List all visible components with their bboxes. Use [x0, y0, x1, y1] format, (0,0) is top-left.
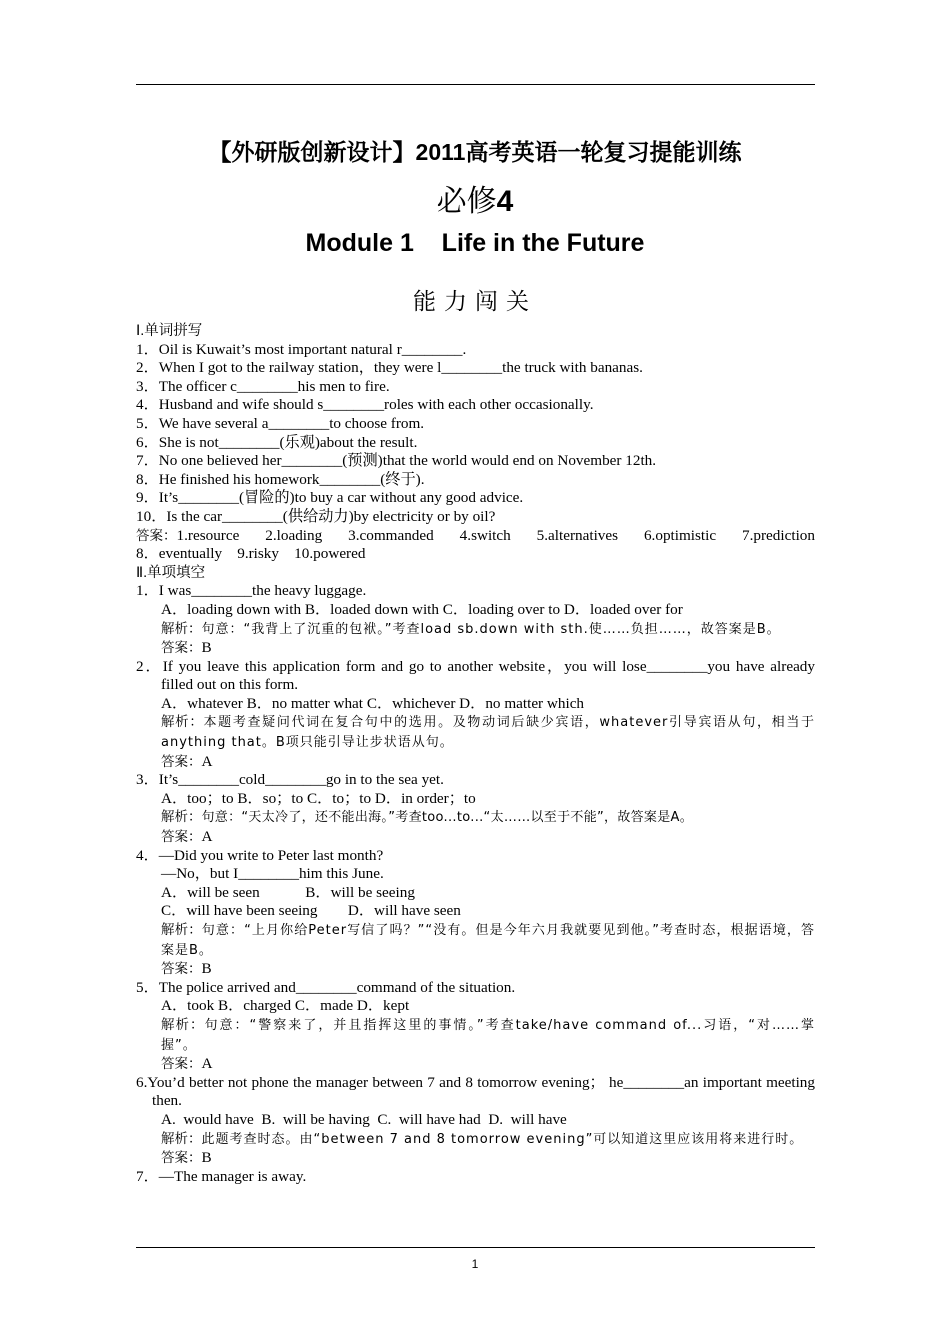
question-stem: 1．I was________the heavy luggage.: [136, 582, 367, 600]
question-answer: 答案：B: [161, 639, 212, 657]
list-item: 9．It’s________(冒险的)to buy a car without any good advice.: [136, 489, 524, 507]
answer-value: 1.resource: [176, 526, 240, 544]
list-item: 1．Oil is Kuwait’s most important natural r________.: [136, 340, 467, 358]
page-number: 1: [471, 1257, 479, 1271]
list-item: 7．No one believed her________(预测)that the world would end on November 12th.: [136, 452, 657, 470]
question-stem: 7．—The manager is away.: [136, 1167, 307, 1185]
question-options: A．will be seen B．will be seeing: [161, 883, 415, 901]
part2-heading: Ⅱ.单项填空: [136, 564, 206, 581]
question-answer: 答案：A: [161, 752, 213, 770]
footer-rule: [136, 1247, 815, 1248]
list-item: 3．The officer c________his men to fire.: [136, 377, 390, 395]
section-heading: 能力闯关: [413, 289, 537, 315]
document-title: 【外研版创新设计】2011高考英语一轮复习提能训练: [208, 139, 742, 165]
question-options: A. would have B. will be having C. will have had D. will have: [161, 1110, 567, 1128]
question-answer: 答案：A: [161, 828, 213, 846]
document-body: [136, 322, 815, 1186]
question-options: A．whatever B．no matter what C．whichever D．no matter which: [161, 694, 585, 712]
answer-label: 答案：: [136, 527, 177, 544]
part1-answers-line1: [136, 527, 815, 546]
answer-value: 6.optimistic: [643, 526, 717, 544]
question-analysis: 解析：此题考查时态。由“between 7 and 8 tomorrow evening”可以知道这里应该用将来进行时。: [161, 1130, 804, 1147]
answer-value: 2.loading: [265, 526, 323, 544]
question-stem: 5．The police arrived and________command of the situation.: [136, 978, 516, 996]
answer-value: 5.alternatives: [536, 526, 619, 544]
question-analysis: 解析：句意：“天太冷了，还不能出海。”考查too...to...“太……以至于不能”，故答案是A。: [161, 809, 694, 826]
analysis-label: 解析：: [161, 620, 202, 637]
answer-value: 4.switch: [459, 526, 511, 544]
list-item: 6．She is not________(乐观)about the result.: [136, 433, 418, 451]
module-title: Module 1 Life in the Future: [305, 229, 645, 257]
answer-value: 3.commanded: [348, 526, 434, 544]
question-analysis: 解析：句意：“上月你给Peter写信了吗？”“没有。但是今年六月我就要见到他。”考查时态，根据语境，答案是B。: [161, 922, 816, 958]
question-answer: 答案：B: [161, 960, 212, 978]
list-item: 5．We have several a________to choose from.: [136, 414, 425, 432]
question-options: C．will have been seeing D．will have seen: [161, 902, 461, 920]
question-options: A．too；to B．so；to C．to；to D．in order；to: [161, 789, 476, 807]
question-stem-reply: —No，but I________him this June.: [161, 865, 384, 883]
question-options: A．loading down with B．loaded down with C．loading over to D．loaded over for: [161, 600, 683, 618]
question-answer: 答案：B: [161, 1149, 212, 1167]
question-analysis: 解析：本题考查疑问代词在复合句中的选用。及物动词后缺少宾语，whatever引导宾语从句，相当于anything that。B项只能引导让步状语从句。: [161, 714, 815, 751]
question-analysis: 解析：句意：“警察来了，并且指挥这里的事情。”考查take/have command of...习语，“对……掌握”。: [161, 1016, 815, 1053]
list-item: 8．He finished his homework________(终于).: [136, 470, 425, 488]
question-answer: 答案：A: [161, 1055, 213, 1073]
part1-answers-line2: 8．eventually 9.risky 10.powered: [136, 545, 366, 563]
list-item: 10．Is the car________(供给动力)by electricity or by oil?: [136, 507, 496, 525]
book-prefix: 必修: [436, 184, 497, 219]
question-analysis: 解析：句意：“我背上了沉重的包袱。”考查load sb.down with sth.使……负担……，故答案是B。: [161, 620, 781, 637]
question-stem: 4．—Did you write to Peter last month?: [136, 846, 384, 864]
question-stem: 2．If you leave this application form and go to another website，you will lose________you have already filled out on this form.: [136, 657, 815, 694]
book-title: [0, 176, 950, 220]
part1-heading: Ⅰ.单词拼写: [136, 323, 203, 339]
question-options: A．took B．charged C．made D．kept: [161, 997, 410, 1015]
header-rule: [136, 84, 815, 85]
question-stem: 3．It’s________cold________go in to the sea yet.: [136, 771, 444, 789]
list-item: 4．Husband and wife should s________roles with each other occasionally.: [136, 396, 594, 414]
book-number: 4: [496, 185, 514, 218]
answer-value: 7.prediction: [742, 526, 815, 544]
list-item: 2．When I got to the railway station，they were l________the truck with bananas.: [136, 359, 643, 377]
question-stem: 6.You’d better not phone the manager between 7 and 8 tomorrow evening； he________an important meeting then.: [136, 1073, 815, 1110]
